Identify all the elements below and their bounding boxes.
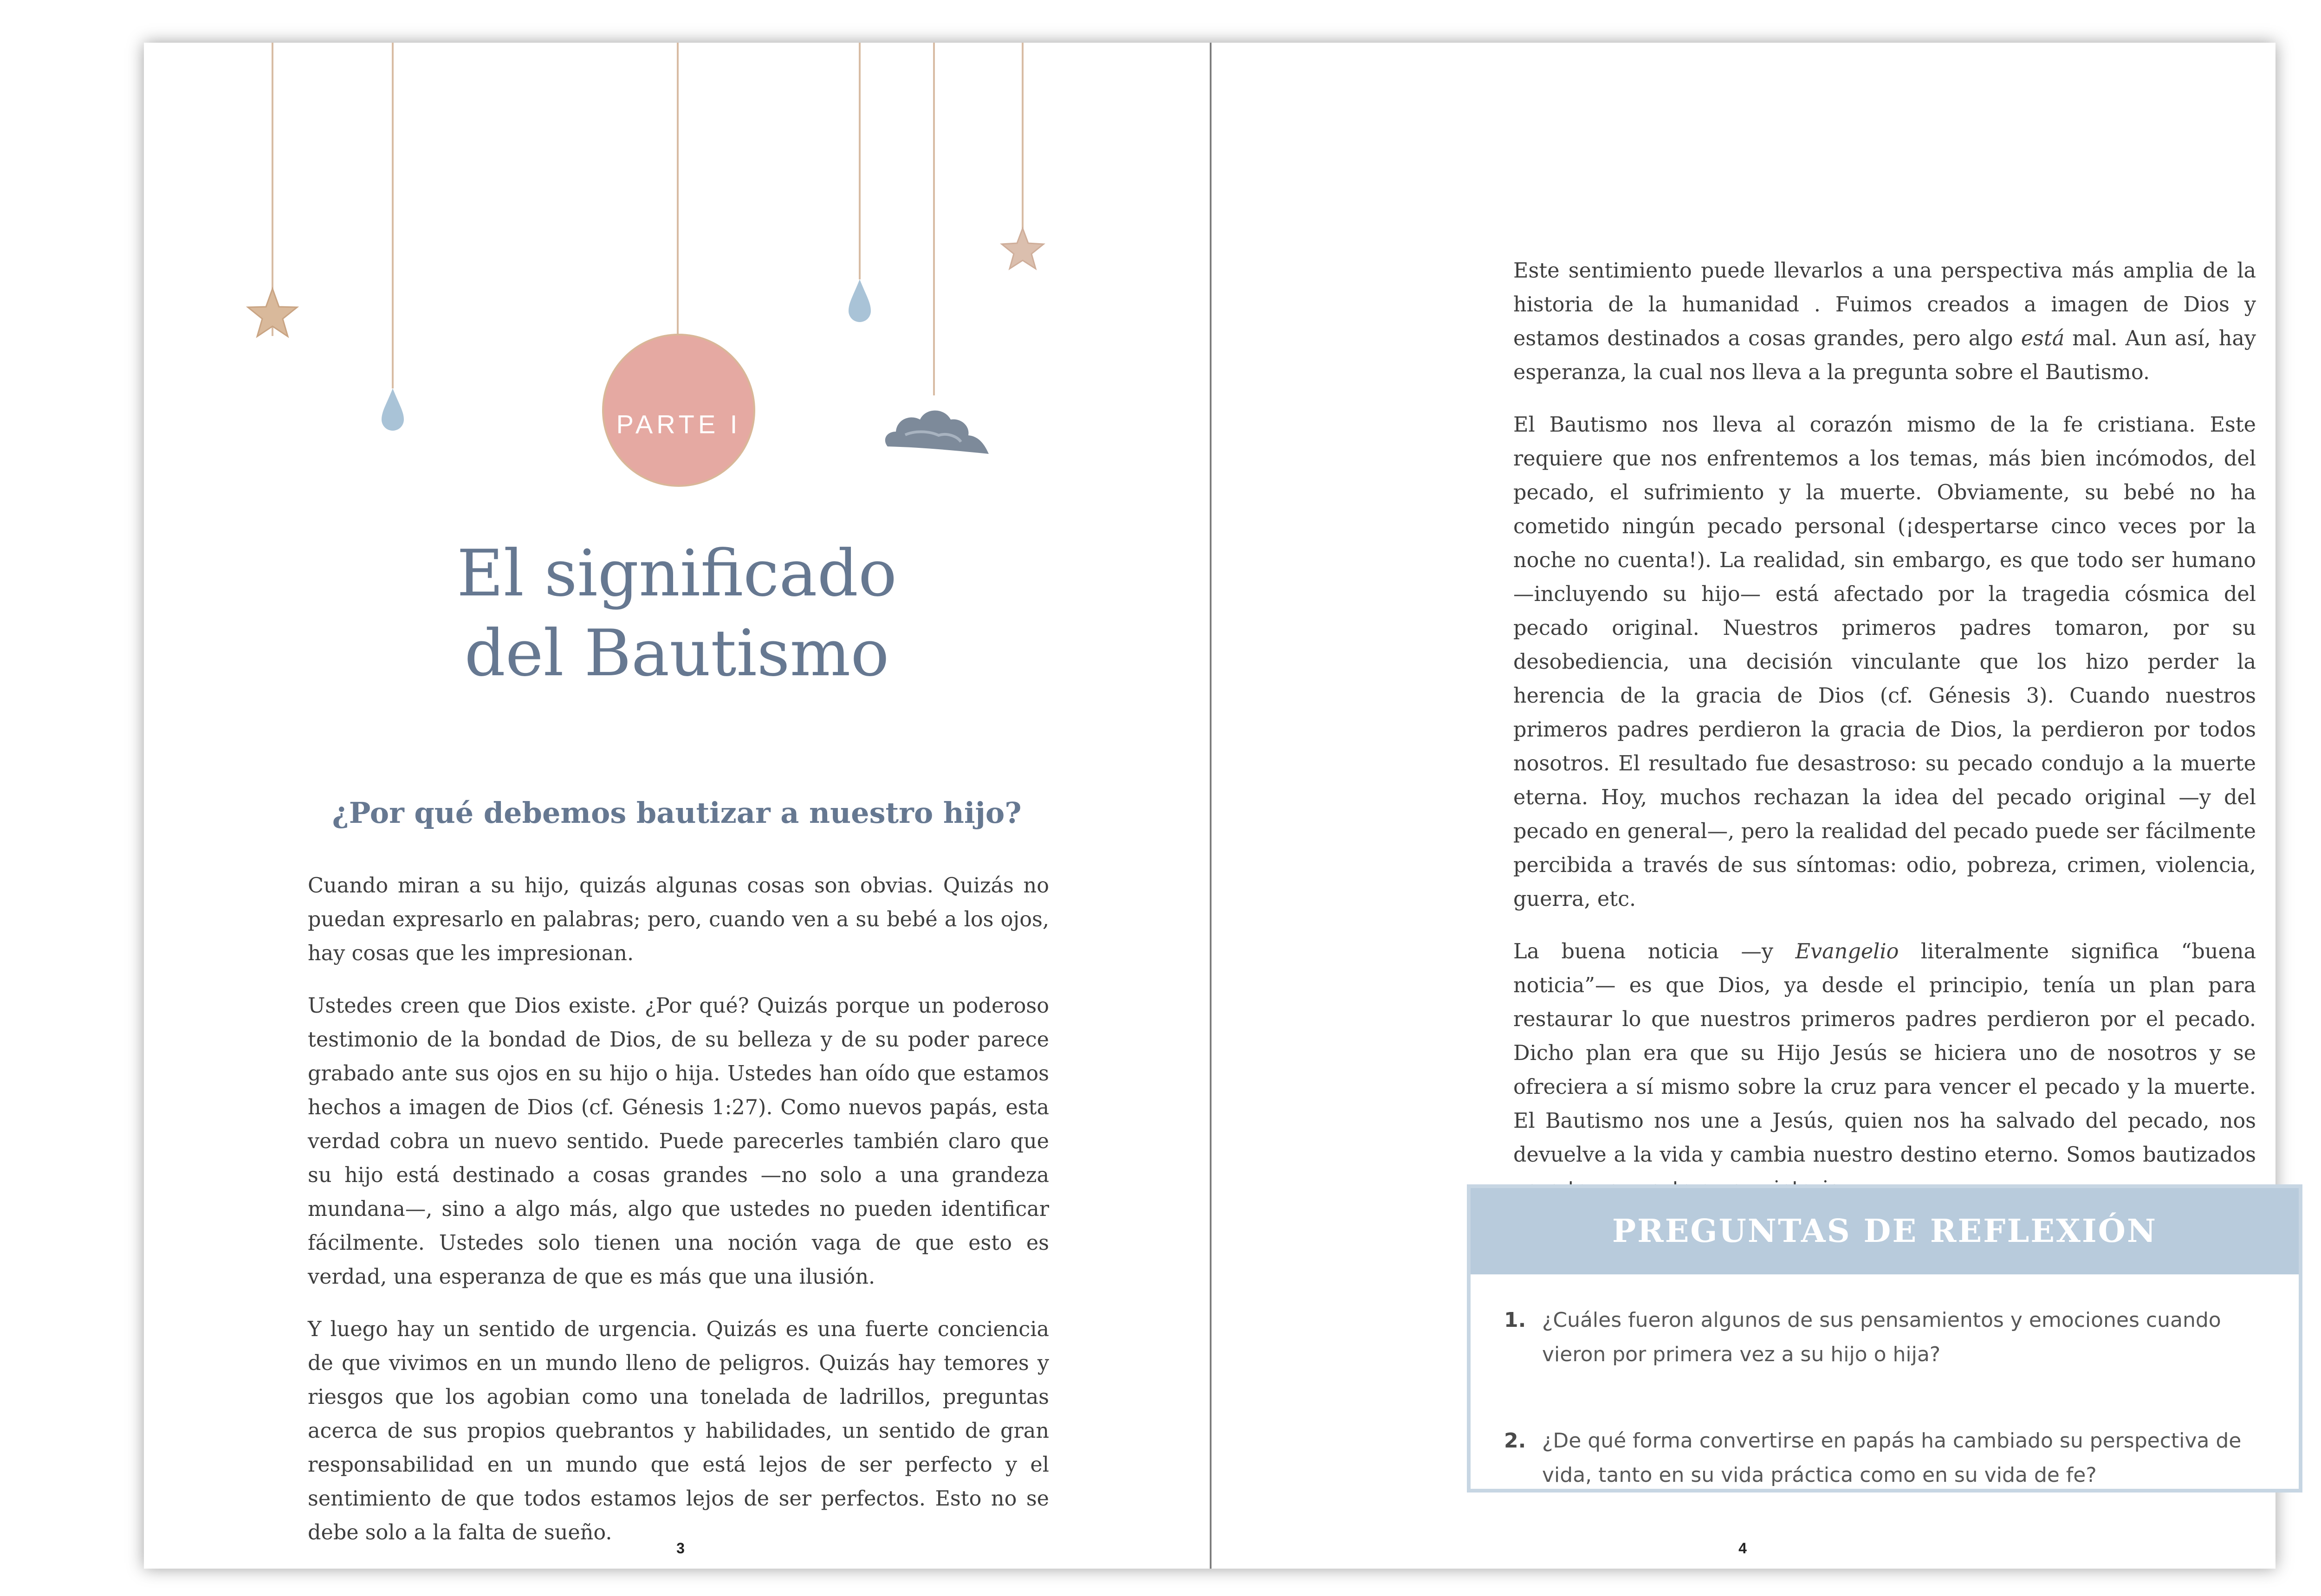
question-text: ¿De qué forma convertirse en papás ha cambiado su perspectiva de vida, tanto en su vida práctica como en su vida de fe? (1542, 1429, 2242, 1487)
right-page (144, 43, 2276, 1569)
paragraph (1513, 254, 2256, 389)
page-number: 3 (676, 1540, 685, 1557)
reflection-box-title: PREGUNTAS DE REFLEXIÓN (1471, 1188, 2299, 1274)
section-subtitle: ¿Por qué debemos bautizar a nuestro hijo? (332, 796, 1022, 830)
paragraph: El Bautismo nos lleva al corazón mismo de la fe cristiana. Este requiere que nos enfrentemos a los temas, más bien incómodos, del pecado, el sufrimiento y la muerte. Obviamente, su bebé no ha cometido ningún pecado personal (¡despertarse cinco veces por la noche no cuenta!). La realidad, sin embargo, es que todo ser humano —incluyendo su hijo— está afectado por la tragedia cósmica del pecado original. Nuestros primeros padres tomaron, por su desobediencia, una decisión vinculante que los hizo perder la herencia de la gracia de Dios (cf. Génesis 3). Cuando nuestros primeros padres perdieron la gracia de Dios, la perdieron por todos nosotros. El resultado fue desastroso: su pecado condujo a la muerte eterna. Hoy, muchos rechazan la idea del pecado original —y del pecado en general—, pero la realidad del pecado puede ser fácilmente percibida a través de sus síntomas: odio, pobreza, crimen, violencia, guerra, etc. (1513, 413, 2256, 911)
book-spread (144, 43, 2276, 1569)
italic-run: está (2021, 327, 2065, 350)
paragraph (1513, 935, 2256, 1206)
text-run: Este sentimiento puede llevarlos a una perspectiva más amplia de la historia de la humanidad . Fuimos creados a imagen de Dios y estamos destinados a cosas grandes, pero algo (1513, 259, 2256, 350)
right-body-text (1513, 254, 2256, 1224)
reflection-box (1467, 1184, 2302, 1493)
question-text: ¿Cuáles fueron algunos de sus pensamientos y emociones cuando vieron por primera vez a su hijo o hija? (1542, 1308, 2221, 1366)
paragraph: Cuando miran a su hijo, quizás algunas cosas son obvias. Quizás no puedan expresarlo en palabras; pero, cuando ven a su bebé a los ojos, hay cosas que les impresionan. (308, 874, 1049, 965)
part-label: PARTE I (616, 409, 741, 439)
paragraph: Y luego hay un sentido de urgencia. Quizás es una fuerte conciencia de que vivimos en un mundo lleno de peligros. Quizás hay temores y riesgos que los agobian como una tonelada de ladrillos, preguntas acerca de sus propios quebrantos y habilidades, un sentido de gran responsabilidad en un mundo que está lejos de ser perfecto y el sentimiento de que todos estamos lejos de ser perfectos. Esto no se debe solo a la falta de sueño. (308, 1318, 1049, 1544)
chapter-title-line-2: del Bautismo (464, 616, 889, 691)
text-run: La buena noticia —y (1513, 940, 1796, 963)
italic-run: Evangelio (1795, 940, 1899, 963)
chapter-title-line-1: El significado (456, 536, 897, 611)
reflection-question (1504, 1303, 2265, 1372)
paragraph: Ustedes creen que Dios existe. ¿Por qué? Quizás porque un poderoso testimonio de la bondad de Dios, de su belleza y de su poder parece grabado ante sus ojos en su hijo o hija. Ustedes han oído que estamos hechos a imagen de Dios (cf. Génesis 1:27). Como nuevos papás, esta verdad cobra un nuevo sentido. Puede parecerles también claro que su hijo está destinado a cosas grandes —no solo a una grandeza mundana—, sino a algo más, algo que ustedes no pueden identificar fácilmente. Ustedes solo tienen una noción vaga de que esto es verdad, una esperanza de que es más que una ilusión. (308, 994, 1049, 1289)
text-run: mal. Aun así, hay esperanza, la cual nos lleva a la pregunta sobre el Bautismo. (1513, 327, 2256, 384)
reflection-question (1504, 1424, 2265, 1493)
text-run: literalmente significa “buena noticia”— es que Dios, ya desde el principio, tenía un plan para restaurar lo que nuestros primeros padres perdieron por el pecado. Dicho plan era que su Hijo Jesús se hiciera uno de nosotros y se ofreciera a sí mismo sobre la cruz para vencer el pecado y la muerte. El Bautismo nos une a Jesús, quien nos ha salvado del pecado, nos devuelve a la vida y cambia nuestro destino eterno. Somos bautizados (1513, 940, 2256, 1167)
question-number: 1. (1504, 1308, 1526, 1332)
question-number: 2. (1504, 1429, 1526, 1453)
page-number: 4 (1738, 1540, 1747, 1557)
